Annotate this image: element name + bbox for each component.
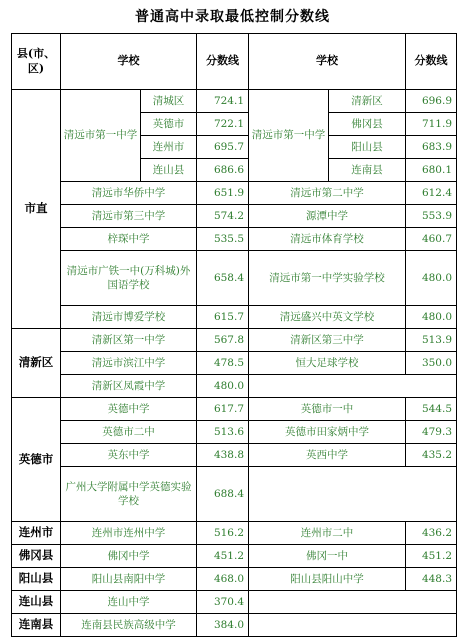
school-cell: 英德市二中 (61, 421, 197, 444)
score-cell: 711.9 (406, 113, 457, 136)
score-cell: 535.5 (197, 228, 249, 251)
county-cell: 连山县 (12, 591, 61, 614)
school-cell: 英德市田家炳中学 (249, 421, 406, 444)
score-cell: 350.0 (406, 352, 457, 375)
table-row (12, 352, 457, 375)
score-cell: 451.2 (197, 545, 249, 568)
school-cell: 阳山县南阳中学 (61, 568, 197, 591)
county-cell: 连南县 (12, 614, 61, 637)
table-row (12, 467, 457, 522)
score-cell: 615.7 (197, 306, 249, 329)
campus-cell: 英德市 (141, 113, 197, 136)
table-row (12, 90, 457, 113)
table-row (12, 182, 457, 205)
score-cell: 438.8 (197, 444, 249, 467)
table-row (12, 545, 457, 568)
campus-cell: 清城区 (141, 90, 197, 113)
empty-cell (249, 375, 457, 398)
school-cell: 梓琛中学 (61, 228, 197, 251)
school-cell: 英德市一中 (249, 398, 406, 421)
table-row (12, 205, 457, 228)
table-row (12, 522, 457, 545)
score-cell: 695.7 (197, 136, 249, 159)
score-cell: 435.2 (406, 444, 457, 467)
campus-cell: 连州市 (141, 136, 197, 159)
school-cell: 清远市华侨中学 (61, 182, 197, 205)
score-cell: 612.4 (406, 182, 457, 205)
school-cell: 清远市第一中学 (249, 90, 329, 182)
score-cell: 724.1 (197, 90, 249, 113)
county-cell: 连州市 (12, 522, 61, 545)
score-cell: 658.4 (197, 251, 249, 306)
header-score-2: 分数线 (406, 34, 457, 90)
county-cell: 佛冈县 (12, 545, 61, 568)
school-cell: 佛冈中学 (61, 545, 197, 568)
header-school-2: 学校 (249, 34, 406, 90)
score-cell: 460.7 (406, 228, 457, 251)
score-cell: 680.1 (406, 159, 457, 182)
table-row (12, 329, 457, 352)
county-cell: 阳山县 (12, 568, 61, 591)
header-school: 学校 (61, 34, 197, 90)
empty-cell (249, 591, 457, 614)
score-cell: 479.3 (406, 421, 457, 444)
score-table (11, 33, 457, 637)
school-cell: 连州市连州中学 (61, 522, 197, 545)
score-cell: 468.0 (197, 568, 249, 591)
score-cell: 651.9 (197, 182, 249, 205)
school-cell: 清远市滨江中学 (61, 352, 197, 375)
campus-cell: 阳山县 (329, 136, 406, 159)
school-cell: 佛冈一中 (249, 545, 406, 568)
empty-cell (249, 467, 457, 522)
score-cell: 513.6 (197, 421, 249, 444)
score-cell: 384.0 (197, 614, 249, 637)
table-row (12, 228, 457, 251)
school-cell: 清远市第三中学 (61, 205, 197, 228)
score-cell: 696.9 (406, 90, 457, 113)
table-row (12, 444, 457, 467)
score-cell: 617.7 (197, 398, 249, 421)
county-cell-shizhi: 市直 (12, 90, 61, 329)
school-cell: 连州市二中 (249, 522, 406, 545)
score-cell: 516.2 (197, 522, 249, 545)
header-score: 分数线 (197, 34, 249, 90)
school-cell: 清远市第二中学 (249, 182, 406, 205)
score-cell: 567.8 (197, 329, 249, 352)
score-cell: 451.2 (406, 545, 457, 568)
campus-cell: 清新区 (329, 90, 406, 113)
score-cell: 686.6 (197, 159, 249, 182)
score-cell: 553.9 (406, 205, 457, 228)
table-row (12, 306, 457, 329)
school-cell: 清新区第三中学 (249, 329, 406, 352)
score-cell: 478.5 (197, 352, 249, 375)
school-cell: 清远市体育学校 (249, 228, 406, 251)
county-cell-qingxin: 清新区 (12, 329, 61, 398)
header-row (12, 34, 457, 90)
campus-cell: 连山县 (141, 159, 197, 182)
school-cell: 清远盛兴中英文学校 (249, 306, 406, 329)
score-cell: 436.2 (406, 522, 457, 545)
score-cell: 480.0 (197, 375, 249, 398)
table-row (12, 375, 457, 398)
score-cell: 683.9 (406, 136, 457, 159)
score-cell: 480.0 (406, 251, 457, 306)
school-cell: 清远市广铁一中(万科城)外国语学校 (61, 251, 197, 306)
school-cell: 英东中学 (61, 444, 197, 467)
table-row (12, 568, 457, 591)
campus-cell: 佛冈县 (329, 113, 406, 136)
table-row (12, 398, 457, 421)
score-cell: 574.2 (197, 205, 249, 228)
score-cell: 480.0 (406, 306, 457, 329)
table-row (12, 251, 457, 306)
school-cell: 清远市博爱学校 (61, 306, 197, 329)
score-cell: 688.4 (197, 467, 249, 522)
score-cell: 448.3 (406, 568, 457, 591)
county-cell-yingde: 英德市 (12, 398, 61, 522)
table-row (12, 614, 457, 637)
school-cell: 阳山县阳山中学 (249, 568, 406, 591)
campus-cell: 连南县 (329, 159, 406, 182)
school-cell: 恒大足球学校 (249, 352, 406, 375)
school-cell: 清新区凤霞中学 (61, 375, 197, 398)
school-cell: 英西中学 (249, 444, 406, 467)
score-cell: 722.1 (197, 113, 249, 136)
school-cell: 连山中学 (61, 591, 197, 614)
school-cell: 清新区第一中学 (61, 329, 197, 352)
table-row (12, 591, 457, 614)
score-cell: 370.4 (197, 591, 249, 614)
school-cell: 英德中学 (61, 398, 197, 421)
empty-cell (249, 614, 457, 637)
page-title: 普通高中录取最低控制分数线 (135, 9, 330, 25)
school-cell: 源潭中学 (249, 205, 406, 228)
header-county: 县(市、区) (12, 34, 61, 90)
table-row (12, 421, 457, 444)
school-cell: 广州大学附属中学英德实验学校 (61, 467, 197, 522)
school-cell: 清远市第一中学 (61, 90, 141, 182)
school-cell: 连南县民族高级中学 (61, 614, 197, 637)
score-cell: 513.9 (406, 329, 457, 352)
score-cell: 544.5 (406, 398, 457, 421)
school-cell: 清远市第一中学实验学校 (249, 251, 406, 306)
